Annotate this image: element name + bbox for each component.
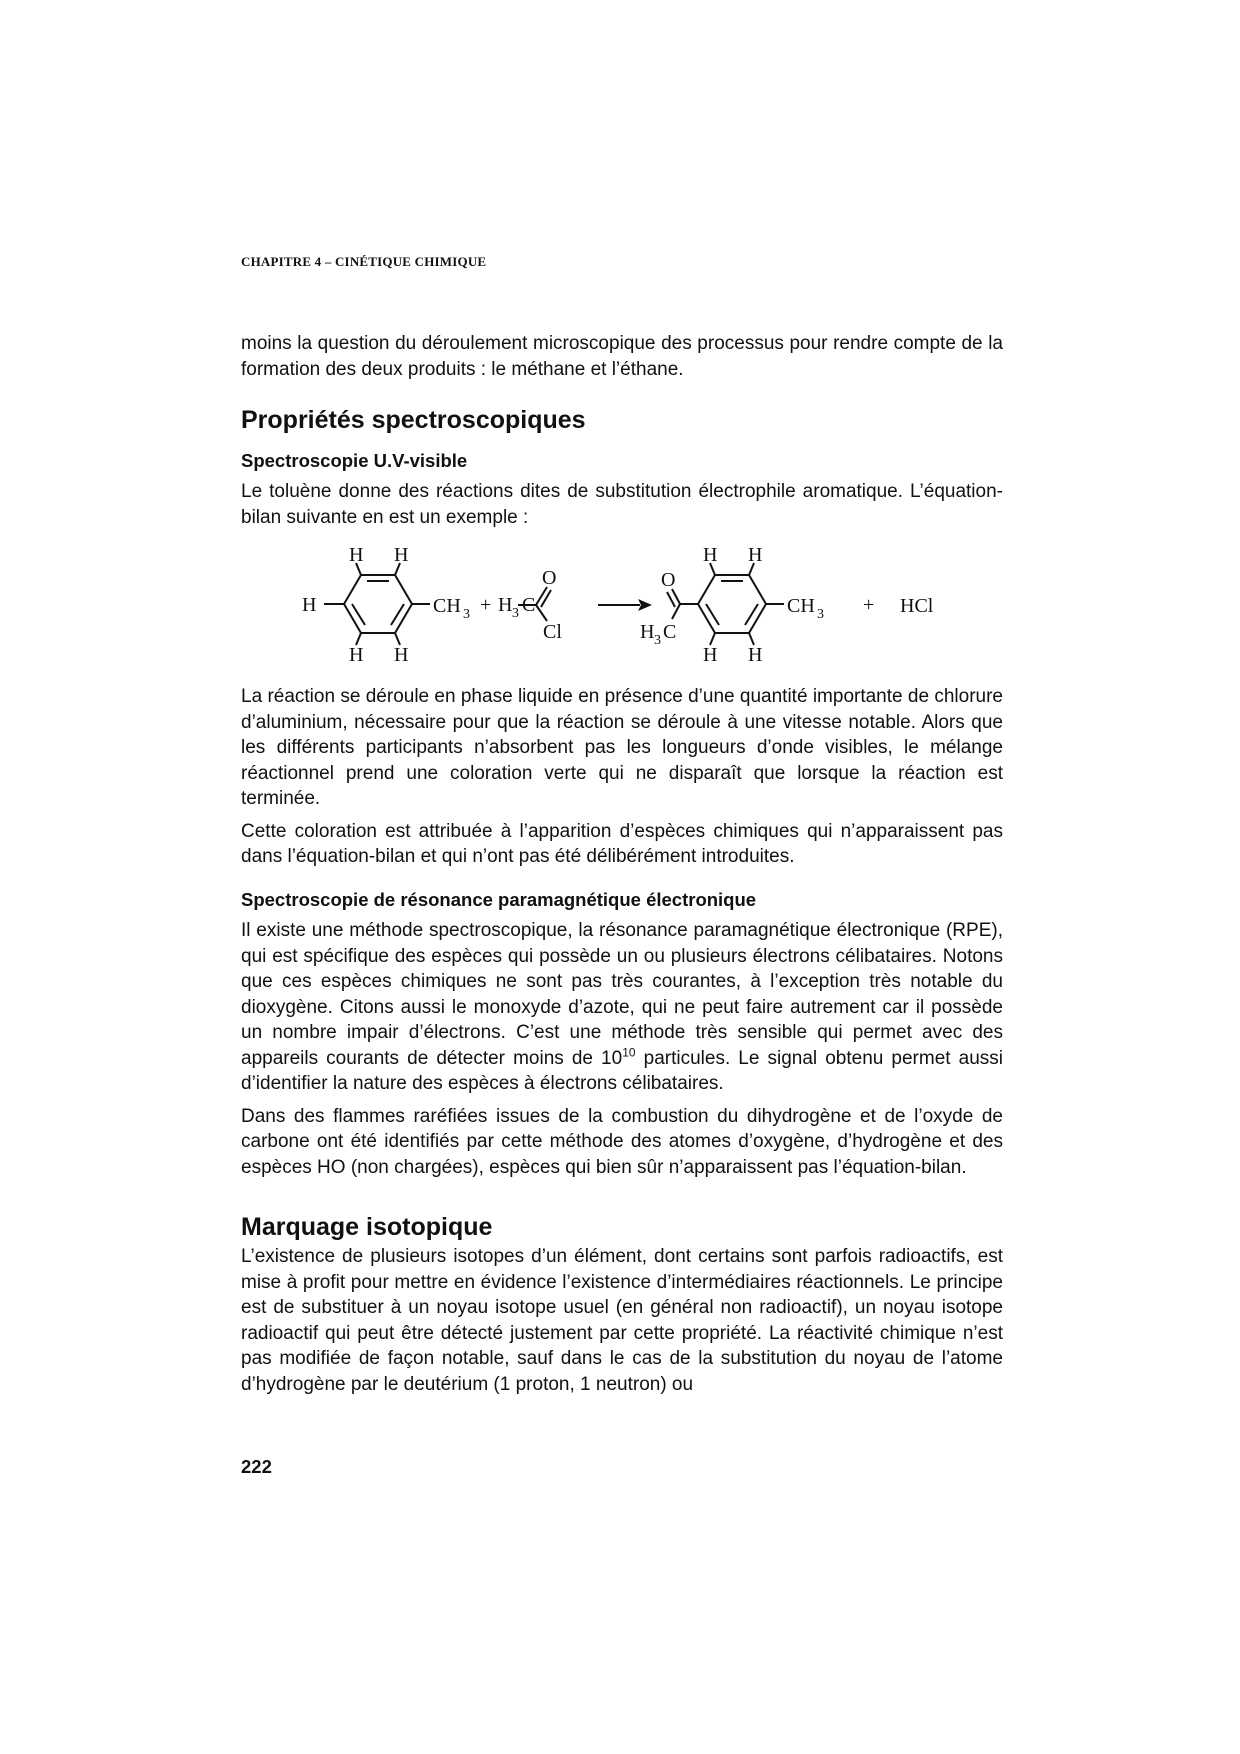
label-h: H — [748, 545, 763, 566]
rpe-paragraph-1 — [241, 918, 1003, 1097]
rpe-p1-exponent: 10 — [622, 1045, 636, 1060]
rpe-paragraph-2: Dans des flammes raréfiées issues de la combustion du dihydrogène et de l’oxyde de carbone ont été identifiés par cette méthode des atomes d’oxygène, d’hydrogène et des espèces HO (non chargées), espèces qui bien sûr n’apparaissent pas l’équation-bilan. — [241, 1105, 1003, 1178]
label-sub3: 3 — [654, 633, 661, 648]
label-plus: + — [863, 594, 875, 616]
page-number: 222 — [241, 1456, 272, 1477]
label-h3c-c: C — [522, 594, 536, 616]
intro-paragraph: moins la question du déroulement microscopique des processus pour rendre compte de la formation des deux produits : le méthane et l’éthane. — [241, 333, 1003, 380]
running-head: CHAPITRE 4 – CINÉTIQUE CHIMIQUE — [241, 254, 487, 269]
label-h: H — [349, 644, 364, 665]
section-title-spectro: Propriétés spectroscopiques — [241, 406, 586, 434]
subsection-title-uv: Spectroscopie U.V-visible — [241, 450, 468, 471]
label-hcl: HCl — [900, 595, 934, 617]
subsection-title-rpe: Spectroscopie de résonance paramagnétique électronique — [241, 889, 757, 910]
rpe-p1-start: Il existe une méthode spectroscopique, la résonance paramagnétique électronique (RPE), qui est spécifique des espèces qui possède un ou plusieurs électrons célibataires. Notons que ces espèces chimiques ne sont pas très courantes, à l’exception très notable du dioxygène. Citons aussi le monoxyde d’azote, qui ne peut faire autrement car il possède un nombre impair d’électrons. C’est une méthode très sensible qui permet avec des appareils courants de détecter moins de 10 — [241, 920, 1003, 1069]
label-sub3: 3 — [512, 606, 519, 621]
label-h: H — [748, 644, 763, 665]
label-sub3: 3 — [817, 607, 824, 622]
uv-paragraph-1: Le toluène donne des réactions dites de substitution électrophile aromatique. L’équation-bilan suivante en est un exemple : — [241, 481, 1003, 528]
label-o: O — [542, 567, 557, 589]
label-h3c-h: H — [498, 594, 513, 616]
rpe-block — [241, 888, 1003, 1180]
label-ch: CH — [787, 595, 815, 617]
label-h: H — [703, 545, 718, 566]
intro-block — [241, 331, 1003, 382]
uv-paragraph-3: Cette coloration est attribuée à l’apparition d’espèces chimiques qui n’apparaissent pas dans l’équation-bilan et qui n’ont pas été délibérément introduites. — [241, 820, 1003, 867]
label-h: H — [394, 644, 409, 665]
label-h: H — [394, 545, 409, 566]
arrow-head — [638, 599, 652, 611]
label-h: H — [703, 644, 718, 665]
isotope-block — [241, 1212, 1003, 1397]
label-plus: + — [480, 594, 492, 616]
uv-block — [241, 449, 1003, 530]
label-h: H — [349, 545, 364, 566]
section-spectro-title-block — [241, 405, 1003, 435]
label-sub3: 3 — [463, 607, 470, 622]
label-cl: Cl — [543, 621, 562, 643]
label-o: O — [661, 569, 676, 591]
toluene-ring — [344, 575, 412, 633]
rpe-p1-end: particules. Le signal obtenu permet aussi d’identifier la nature des espèces à électrons célibataires. — [241, 1047, 1003, 1094]
label-h3c-h: H — [640, 621, 655, 643]
uv-paragraph-2: La réaction se déroule en phase liquide en présence d’une quantité importante de chlorure d’aluminium, nécessaire pour que la réaction se déroule à une vitesse notable. Alors que les différents participants n’absorbent pas les longueurs d’onde visibles, le mélange réactionnel prend une coloration verte qui ne disparaît que lorsque la réaction est terminée. — [241, 686, 1003, 809]
label-ch: CH — [433, 595, 461, 617]
reaction-scheme — [300, 545, 980, 665]
label-h: H — [302, 594, 317, 616]
label-h3c-c: C — [663, 621, 677, 643]
section-title-isotope: Marquage isotopique — [241, 1213, 493, 1241]
uv-continued-block — [241, 684, 1003, 870]
isotope-paragraph-1: L’existence de plusieurs isotopes d’un élément, dont certains sont parfois radioactifs, est mise à profit pour mettre en évidence l’existence d’intermédiaires réactionnels. Le principe est de substituer à un noyau isotope usuel (en général non radioactif), un noyau isotope radioactif qui peut être détecté justement par cette propriété. La réactivité chimique n’est pas modifiée de façon notable, sauf dans le cas de la substitution du noyau de l’atome d’hydrogène par le deutérium (1 proton, 1 neutron) ou — [241, 1246, 1003, 1395]
product-ring — [698, 575, 766, 633]
